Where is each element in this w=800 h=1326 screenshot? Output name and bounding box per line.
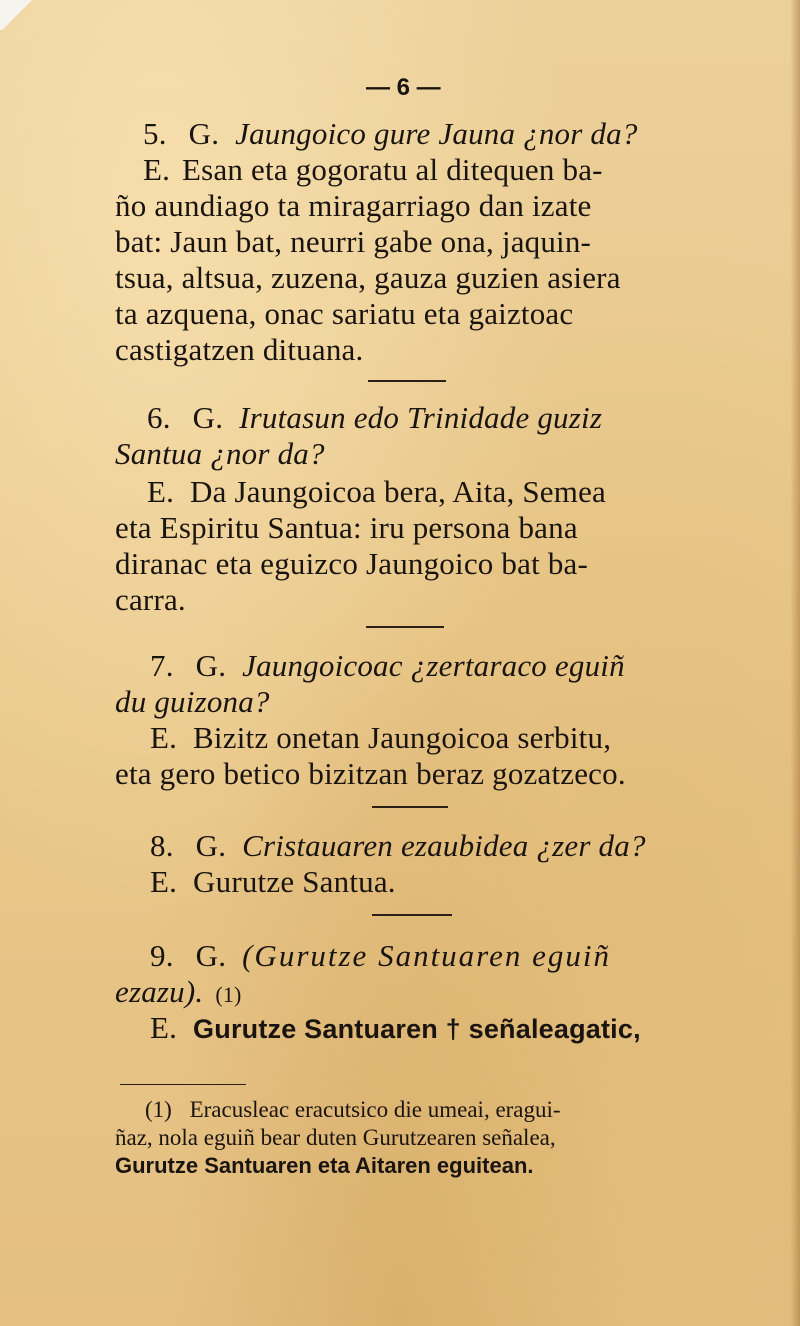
question-6-line-1: [147, 400, 602, 436]
footnote-line-1: [145, 1096, 561, 1123]
answer-text: diranac eta eguizco Jaungoico bat ba-: [115, 546, 589, 581]
question-9-line-2: [115, 974, 242, 1013]
section-divider: [366, 626, 444, 628]
question-g-label: G.: [195, 648, 227, 683]
question-text: ezazu).: [115, 974, 204, 1009]
answer-text: tsua, altsua, zuzena, gauza guzien asiera: [115, 260, 621, 295]
question-number: 7.: [150, 648, 174, 683]
page-corner: [0, 0, 40, 30]
footnote-marker: (1): [145, 1097, 172, 1122]
page-number: — 6 —: [366, 74, 441, 101]
section-divider: [368, 380, 446, 382]
answer-e-label: E.: [147, 474, 175, 509]
answer-text: Gurutze Santuaren † señaleagatic,: [193, 1014, 641, 1044]
answer-e-label: E.: [150, 864, 178, 899]
question-number: 5.: [143, 116, 167, 151]
question-text: Jaungoico gure Jauna ¿nor da?: [235, 116, 638, 151]
answer-e-label: E.: [143, 152, 171, 187]
answer-e-label: E.: [150, 720, 178, 755]
question-text: du guizona?: [115, 684, 270, 719]
answer-text: Bizitz onetan Jaungoicoa serbitu,: [193, 720, 612, 755]
answer-text: castigatzen dituana.: [115, 332, 364, 367]
question-number: 8.: [150, 828, 174, 863]
answer-e-label: E.: [150, 1010, 178, 1045]
question-text: Irutasun edo Trinidade guziz: [239, 400, 603, 435]
answer-6-line-1: [147, 474, 606, 510]
footnote-reference: (1): [215, 982, 242, 1007]
question-g-label: G.: [192, 400, 224, 435]
answer-text: ta azquena, onac sariatu eta gaiztoac: [115, 296, 574, 331]
section-divider: [372, 914, 452, 916]
footnote-text: Gurutze Santuaren eta Aitaren eguitean.: [115, 1153, 534, 1178]
footnote-divider: [120, 1084, 246, 1085]
answer-text: Da Jaungoicoa bera, Aita, Semea: [190, 474, 606, 509]
answer-text: Esan eta gogoratu al ditequen ba-: [182, 152, 603, 187]
answer-9-line: [150, 1010, 641, 1047]
question-g-label: G.: [188, 116, 220, 151]
answer-text: Gurutze Santua.: [193, 864, 396, 899]
question-text: Santua ¿nor da?: [115, 436, 325, 471]
question-number: 6.: [147, 400, 171, 435]
question-g-label: G.: [195, 828, 227, 863]
question-text: Cristauaren ezaubidea ¿zer da?: [242, 828, 646, 863]
answer-text: bat: Jaun bat, neurri gabe ona, jaquin-: [115, 224, 592, 259]
question-7-line-1: [150, 648, 625, 684]
question-8-line: [150, 828, 646, 864]
answer-text: eta Espiritu Santua: iru persona bana: [115, 510, 578, 545]
page-edge-shadow: [790, 0, 800, 1326]
answer-8-line: [150, 864, 396, 900]
footnote-text: ñaz, nola eguiñ bear duten Gurutzearen señalea,: [115, 1125, 556, 1150]
answer-7-line-1: [150, 720, 611, 756]
answer-5-line-1: [143, 152, 603, 188]
question-number: 9.: [150, 938, 174, 973]
answer-text: eta gero betico bizitzan beraz gozatzeco.: [115, 756, 626, 791]
answer-text: carra.: [115, 582, 186, 617]
footnote-text: Eracusleac eracutsico die umeai, eragui-: [189, 1097, 561, 1122]
question-9-line-1: [150, 938, 611, 974]
question-g-label: G.: [195, 938, 227, 973]
answer-text: ño aundiago ta miragarriago dan izate: [115, 188, 592, 223]
question-text: Jaungoicoac ¿zertaraco eguiñ: [242, 648, 625, 683]
section-divider: [372, 806, 448, 808]
question-text: (Gurutze Santuaren eguiñ: [242, 938, 611, 973]
question-5-line: [143, 116, 638, 152]
